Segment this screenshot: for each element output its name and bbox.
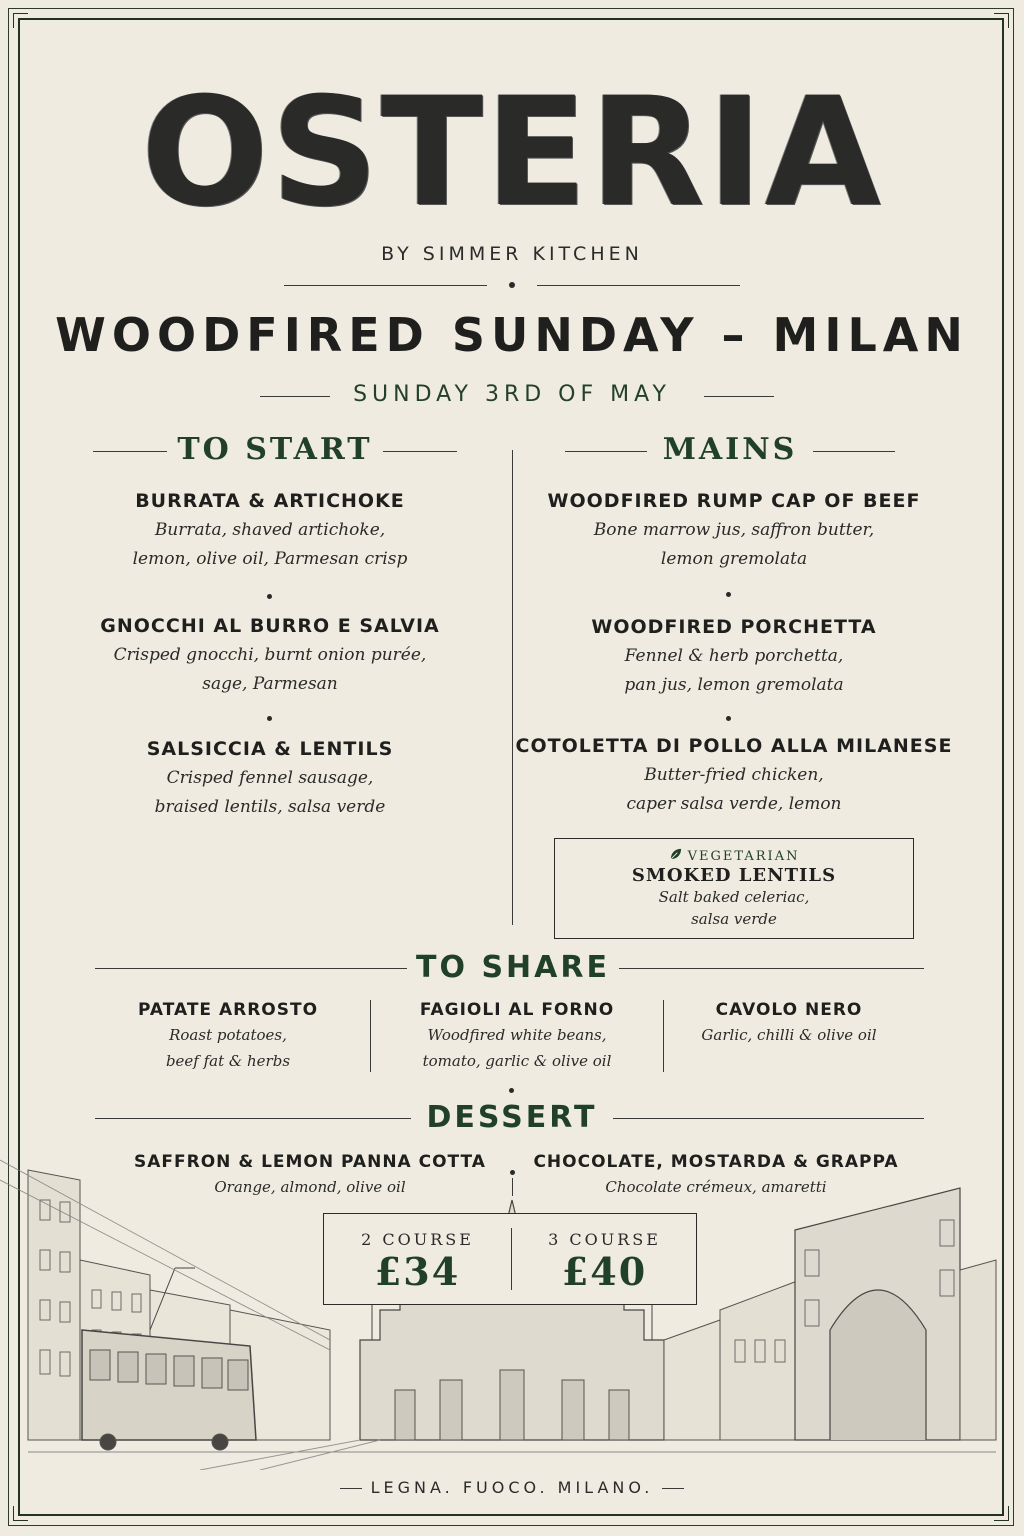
restaurant-logo: OSTERIA bbox=[141, 66, 883, 240]
dish-description: pan jus, lemon gremolata bbox=[624, 675, 844, 695]
column-divider bbox=[512, 450, 513, 925]
divider bbox=[662, 1488, 684, 1489]
separator-dot bbox=[726, 716, 731, 721]
byline: BY SIMMER KITCHEN bbox=[381, 243, 643, 265]
dessert-heading: DESSERT bbox=[426, 1100, 598, 1135]
to-start-heading: TO START bbox=[177, 432, 373, 467]
price-box bbox=[323, 1213, 697, 1305]
dish-description: salsa verde bbox=[691, 910, 777, 928]
divider bbox=[95, 1118, 411, 1119]
dish-description: Bone marrow jus, saffron butter, bbox=[593, 520, 875, 540]
separator-dot bbox=[267, 594, 272, 599]
vegetarian-label-row bbox=[555, 848, 913, 864]
dish-name: GNOCCHI AL BURRO E SALVIA bbox=[100, 615, 440, 637]
dish-name: WOODFIRED RUMP CAP OF BEEF bbox=[547, 490, 921, 512]
dish-description: Salt baked celeriac, bbox=[658, 888, 810, 906]
dish-item bbox=[666, 1000, 912, 1048]
two-course-price-block bbox=[324, 1230, 511, 1294]
milan-skyline-illustration bbox=[0, 1140, 1024, 1470]
dish-name: SMOKED LENTILS bbox=[631, 865, 837, 886]
leaf-icon bbox=[669, 849, 688, 864]
dish-description: braised lentils, salsa verde bbox=[154, 797, 386, 817]
dish-description: beef fat & herbs bbox=[165, 1052, 291, 1070]
dish-description: Fennel & herb porchetta, bbox=[624, 646, 844, 666]
dish-item bbox=[374, 1000, 660, 1074]
separator-dot bbox=[267, 716, 272, 721]
dish-description: tomato, garlic & olive oil bbox=[422, 1052, 612, 1070]
event-date: SUNDAY 3RD OF MAY bbox=[353, 382, 671, 407]
dish-item bbox=[514, 735, 954, 819]
two-course-label: 2 COURSE bbox=[361, 1230, 474, 1249]
dish-description: lemon, olive oil, Parmesan crisp bbox=[132, 549, 408, 569]
dish-description: Burrata, shaved artichoke, bbox=[154, 520, 386, 540]
dish-description: caper salsa verde, lemon bbox=[626, 794, 842, 814]
divider bbox=[383, 451, 457, 452]
column-divider bbox=[370, 1000, 371, 1072]
dish-name: SALSICCIA & LENTILS bbox=[146, 738, 394, 760]
two-course-price: £34 bbox=[374, 1249, 461, 1294]
footer-tagline: LEGNA. FUOCO. MILANO. bbox=[370, 1478, 654, 1497]
mains-heading: MAINS bbox=[662, 432, 798, 467]
separator-dot bbox=[726, 592, 731, 597]
dish-description: lemon gremolata bbox=[660, 549, 808, 569]
dish-description: Crisped fennel sausage, bbox=[166, 768, 374, 788]
dish-description: sage, Parmesan bbox=[202, 674, 338, 694]
three-course-price-block bbox=[511, 1230, 698, 1294]
dish-item bbox=[524, 616, 944, 700]
dish-description: Garlic, chilli & olive oil bbox=[701, 1026, 877, 1044]
three-course-price: £40 bbox=[561, 1249, 648, 1294]
dish-item bbox=[90, 1000, 366, 1074]
dish-description: Crisped gnocchi, burnt onion purée, bbox=[113, 645, 427, 665]
divider bbox=[537, 285, 740, 286]
divider bbox=[93, 451, 167, 452]
to-share-heading: TO SHARE bbox=[416, 950, 610, 985]
divider bbox=[813, 451, 895, 452]
three-course-label: 3 COURSE bbox=[548, 1230, 661, 1249]
dish-name: CAVOLO NERO bbox=[715, 1000, 863, 1020]
column-divider bbox=[663, 1000, 664, 1072]
divider bbox=[284, 285, 487, 286]
dish-name: SAFFRON & LEMON PANNA COTTA bbox=[134, 1152, 486, 1172]
dish-name: WOODFIRED PORCHETTA bbox=[591, 616, 877, 638]
dish-item bbox=[60, 490, 480, 574]
dish-description: Orange, almond, olive oil bbox=[214, 1178, 406, 1196]
event-title: WOODFIRED SUNDAY – MILAN bbox=[55, 308, 969, 362]
dish-name: CHOCOLATE, MOSTARDA & GRAPPA bbox=[533, 1152, 899, 1172]
divider bbox=[704, 396, 774, 397]
dish-description: Roast potatoes, bbox=[169, 1026, 287, 1044]
dish-item bbox=[60, 615, 480, 699]
separator-dot bbox=[509, 1088, 514, 1093]
divider bbox=[95, 968, 407, 969]
dish-name: BURRATA & ARTICHOKE bbox=[135, 490, 405, 512]
dish-name: FAGIOLI AL FORNO bbox=[419, 1000, 615, 1020]
dish-item bbox=[60, 738, 480, 822]
divider bbox=[565, 451, 647, 452]
dish-description: Woodfired white beans, bbox=[427, 1026, 607, 1044]
vegetarian-label: VEGETARIAN bbox=[687, 849, 800, 864]
divider bbox=[619, 968, 924, 969]
vegetarian-option-box bbox=[554, 838, 914, 939]
divider bbox=[613, 1118, 924, 1119]
dish-name: PATATE ARROSTO bbox=[137, 1000, 319, 1020]
dish-name: COTOLETTA DI POLLO ALLA MILANESE bbox=[515, 735, 953, 757]
dish-description: Chocolate crémeux, amaretti bbox=[605, 1178, 827, 1196]
divider-dot bbox=[509, 282, 515, 288]
dish-item bbox=[524, 490, 944, 574]
dish-description: Butter-fried chicken, bbox=[644, 765, 824, 785]
